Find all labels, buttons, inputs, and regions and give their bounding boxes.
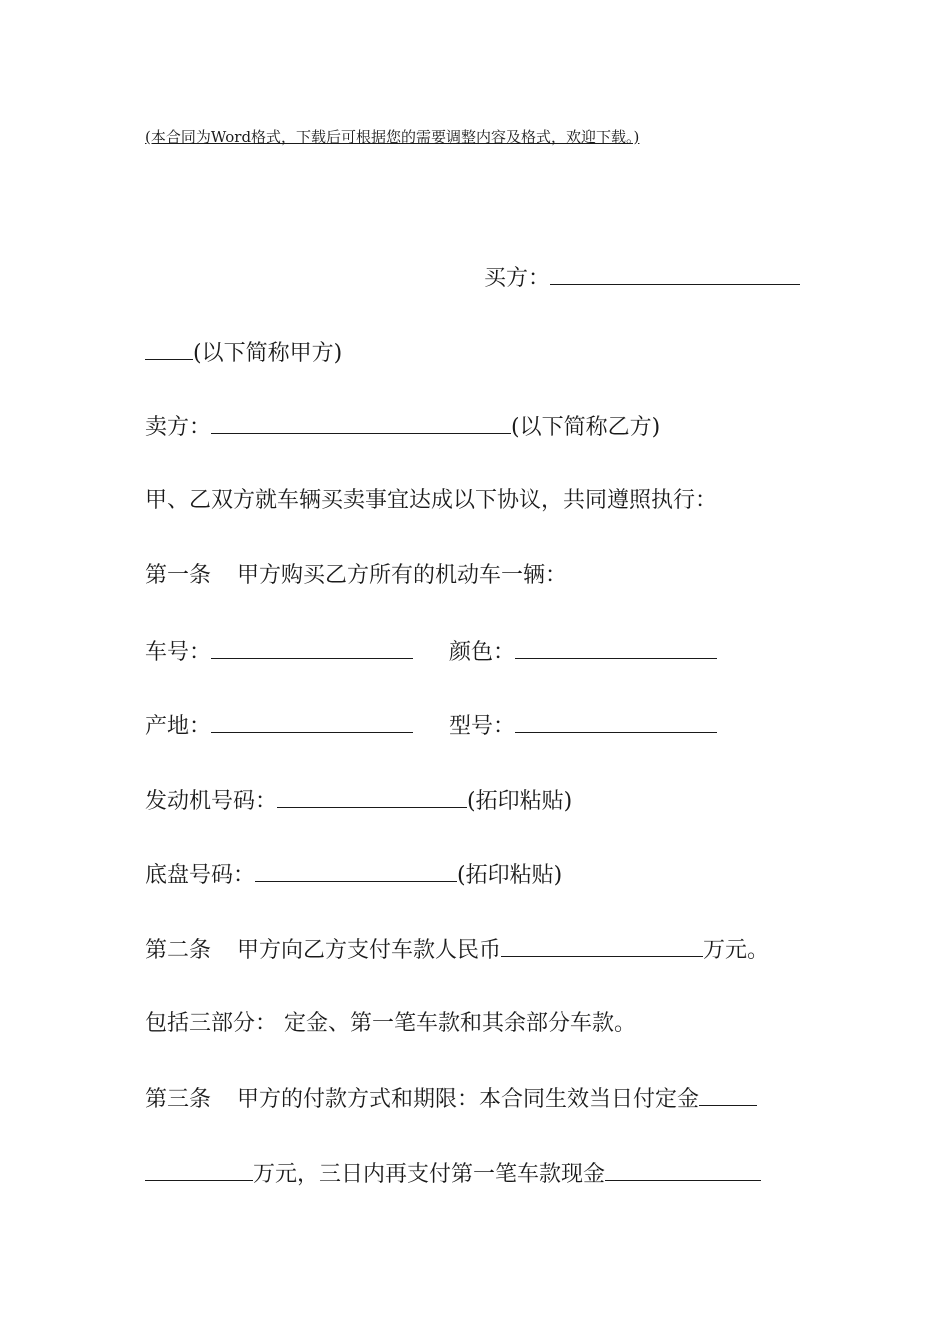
- engine-label: 发动机号码：: [145, 789, 278, 814]
- engine-suffix: (拓印粘贴): [467, 789, 573, 814]
- intro-line: 甲、乙双方就车辆买卖事宜达成以下协议，共同遵照执行：: [145, 488, 718, 513]
- seller-line: [145, 411, 660, 443]
- chassis-blank[interactable]: [255, 859, 457, 882]
- article-3-cont: [145, 1158, 761, 1190]
- chassis-suffix: (拓印粘贴): [457, 863, 563, 888]
- price-blank[interactable]: [501, 934, 703, 957]
- chassis-line: [145, 859, 562, 891]
- deposit-blank[interactable]: [699, 1083, 757, 1106]
- engine-line: [145, 785, 572, 817]
- model-label: 型号：: [449, 714, 516, 739]
- buyer-name-blank[interactable]: [550, 262, 800, 285]
- origin-blank[interactable]: [211, 710, 413, 733]
- plate-blank[interactable]: [211, 636, 413, 659]
- seller-suffix: (以下简称乙方): [511, 415, 661, 440]
- buyer-line: [484, 262, 800, 294]
- color-blank[interactable]: [515, 636, 717, 659]
- article-3-cont-text: 万元，三日内再支付第一笔车款现金: [253, 1162, 606, 1187]
- seller-name-blank[interactable]: [211, 411, 511, 434]
- seller-label: 卖方：: [145, 415, 212, 440]
- article-2-sub: 包括三部分： 定金、第一笔车款和其余部分车款。: [145, 1011, 636, 1036]
- buyer-suffix-line: [145, 337, 342, 369]
- engine-blank[interactable]: [277, 785, 467, 808]
- buyer-suffix: (以下简称甲方): [193, 341, 343, 366]
- first-payment-blank[interactable]: [605, 1158, 761, 1181]
- format-note: (本合同为Word格式，下载后可根据您的需要调整内容及格式，欢迎下载。): [145, 128, 640, 146]
- chassis-label: 底盘号码：: [145, 863, 256, 888]
- article-3: [145, 1083, 757, 1115]
- deposit-blank-cont[interactable]: [145, 1158, 253, 1181]
- buyer-name-blank-cont[interactable]: [145, 337, 193, 360]
- article-1: [145, 561, 567, 591]
- article-2-suffix: 万元。: [703, 938, 770, 963]
- article-3-number: 第三条: [145, 1087, 212, 1112]
- article-3-text: 甲方的付款方式和期限：本合同生效当日付定金: [237, 1087, 700, 1112]
- buyer-label: 买方：: [484, 266, 551, 291]
- article-1-number: 第一条: [145, 563, 212, 588]
- model-blank[interactable]: [515, 710, 717, 733]
- origin-model-line: [145, 710, 717, 742]
- article-2-number: 第二条: [145, 938, 212, 963]
- plate-label: 车号：: [145, 640, 212, 665]
- origin-label: 产地：: [145, 714, 212, 739]
- article-2: [145, 934, 769, 966]
- color-label: 颜色：: [449, 640, 516, 665]
- article-2-text: 甲方向乙方支付车款人民币: [237, 938, 502, 963]
- plate-color-line: [145, 636, 717, 668]
- article-1-text: 甲方购买乙方所有的机动车一辆：: [237, 563, 568, 588]
